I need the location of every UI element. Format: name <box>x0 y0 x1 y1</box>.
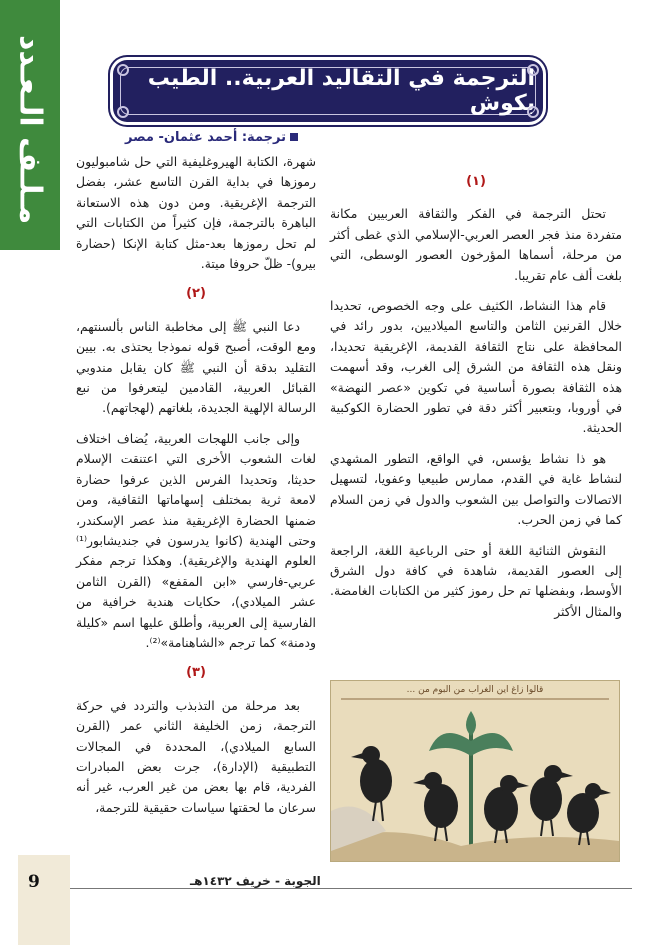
page-number: 9 <box>28 872 40 892</box>
crows-owls-drawing <box>331 681 619 861</box>
title-banner <box>113 60 543 122</box>
section-tab-label: مـلـف الـعـدد <box>12 35 48 225</box>
banner-ornament-icon <box>117 106 129 118</box>
section-3-heading: (٣) <box>186 665 206 681</box>
manuscript-illustration <box>330 680 620 862</box>
paragraph: النقوش الثنائية اللغة أو حتى الرباعية اللغة، الراجعة إلى العصور القديمة، شاهدة في كافة دول الشرق الأوسط، وبفضلها تم حل رموز كثير من الكتابات الغامضة. والمثال الأكثر <box>330 542 622 619</box>
right-column <box>330 166 622 632</box>
paragraph: بعد مرحلة من التذبذب والتردد في حركة الترجمة، زمن الخليفة الثاني عمر (القرن السابع الميلادي)، المحددة في المجالات التطبيقية (الإدارة)، جرت بعض المبادرات الفردية، قام بها بعض من غير العرب، غير أنه سرعان ما لحقتها سياسات حقيقية للترجمة، <box>76 697 316 815</box>
section-2-heading: (٢) <box>186 286 206 302</box>
byline-text: ترجمة: أحمد عثمان- مصر <box>125 130 286 145</box>
article-title: الترجمة في التقاليد العربية.. الطيب بكوش <box>147 66 535 116</box>
byline <box>38 130 298 145</box>
bullet-square-icon <box>290 133 298 141</box>
banner-ornament-icon <box>117 64 129 76</box>
paragraph: قام هذا النشاط، الكثيف على وجه الخصوص، تحديدا خلال القرنين الثامن والتاسع الميلاديين، بدور رائد في المحافظة على نتاج الثقافة القديمة، الإغريقية تحديدا، ونقل هذه الثقافة من الشرق إلى الغرب، وقد أسهمت هذه الثقافة بصورة أساسية في تكوين «عصر النهضة» في أوروبا، وبتعبير أكثر دقة في تطور الحضارة الكوكبية الحديثة. <box>330 298 622 436</box>
banner-ornament-icon <box>527 106 539 118</box>
paragraph: هو ذا نشاط يؤسس، في الواقع، التطور المشهدي لنشاط غاية في القدم، ممارس طبيعيا وعفويا، لتسهيل الاتصالات والتواصل بين الشعوب والدول في زمن السلام كما في زمن الحرب. <box>330 450 622 528</box>
paragraph: تحتل الترجمة في الفكر والثقافة العربيين مكانة متفردة منذ فجر العصر العربي-الإسلامي الذي غطى أكثر من مرحلة، أسماها المؤرخون العصور الوسطى، التي بلغت ألف عام تقريبا. <box>330 206 622 283</box>
banner-ornament-icon <box>527 64 539 76</box>
footer-band <box>18 855 70 945</box>
illustration-caption: قالوا زاغ اين الغراب من البوم من ... <box>406 685 544 695</box>
footer-divider <box>70 888 632 889</box>
paragraph: شهرة، الكتابة الهيروغليفية التي حل شامبوليون رموزها في بداية القرن التاسع عشر، بفضل الترجمة الإغريقية. ومن دون هذه الاستعانة الباهرة بالترجمة، فإن كثيراً من الكتابات التي لم تحل رموزها بعد-مثل كتابة الإنكا (حضارة بيرو)- ظلّ حروفا ميتة. <box>76 154 316 272</box>
footer-issue: الجوبة - خريف ١٤٣٢هـ <box>190 874 321 888</box>
paragraph: دعا النبي ﷺ إلى مخاطبة الناس بألسنتهم، ومع الوقت، أصبح قوله نموذجا يحتذى به. بيين التقليد بدقة أن النبي ﷺ كان يقابل مندوبي القبائل العربية، القادمين ليتعرفوا من نبع الرسالة الإلهية الجديدة، بلغاتهم (لهجاتهم). <box>76 318 316 416</box>
title-banner-frame <box>120 67 536 115</box>
section-1-heading: (١) <box>466 174 486 189</box>
paragraph: وإلى جانب اللهجات العربية، يُضاف اختلاف لغات الشعوب الأخرى التي اعتنقت الإسلام حديثا، وتحديدا الفرس الذين عرفوا حضارة لامعة ثرية بمختلف إسهاماتها الثقافية، ومن ضمنها الحضارة الإغريقية منذ عصر الإسكندر، وحتى الهندية (كانوا يدرسون في جنديشابور⁽¹⁾ العلوم الهندية والإغريقية). وهكذا ترجم مفكر عربي-فارسي «ابن المقفع» (القرن الثامن عشر الميلادي)، حكايات هندية خرافية من الفارسية إلى العربية، وأطلق عليها اسم «كليلة ودمنة» كما ترجم «الشاهنامة»⁽²⁾. <box>76 430 316 650</box>
left-column <box>76 152 316 828</box>
section-tab <box>0 0 60 250</box>
